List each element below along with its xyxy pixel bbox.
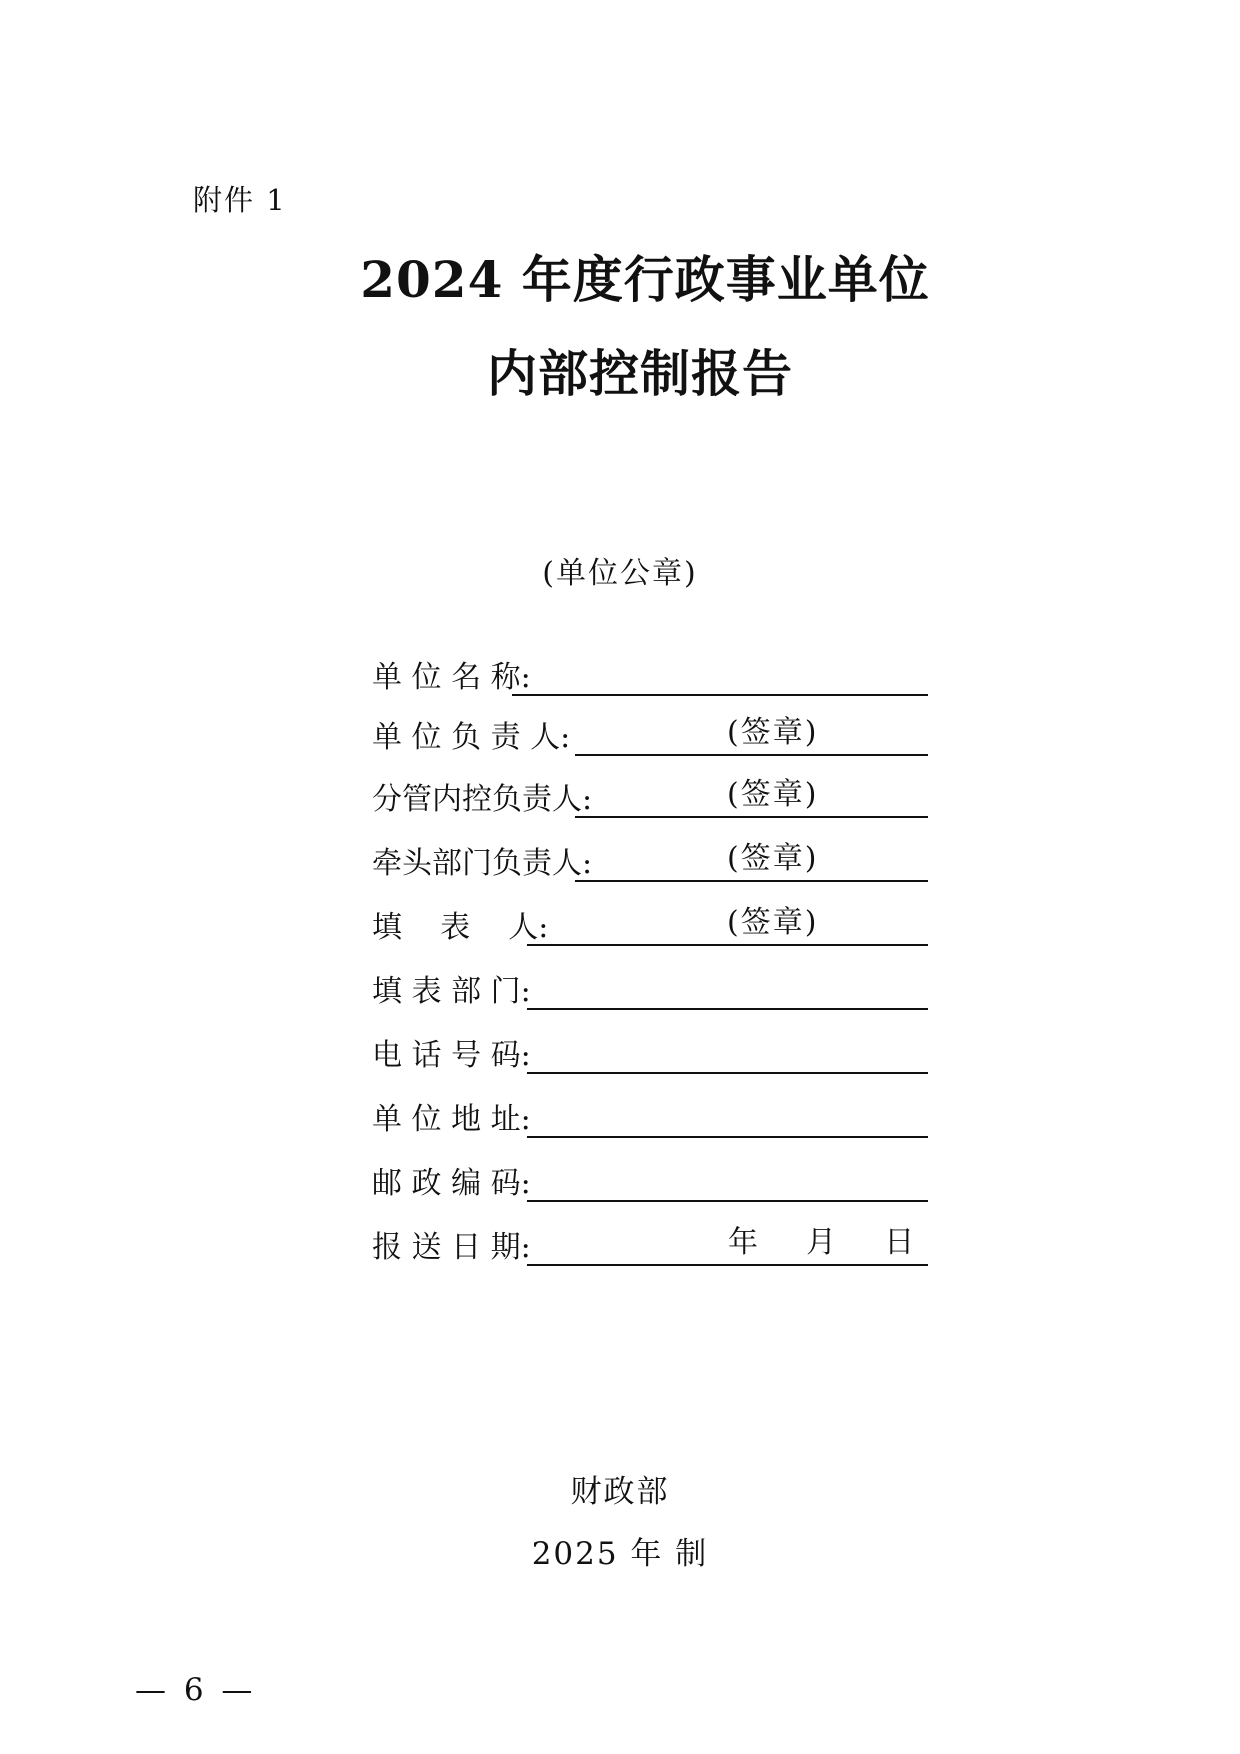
- internal-control-head-field[interactable]: [575, 816, 928, 818]
- unit-address-row: [372, 1092, 932, 1142]
- page-number: — 6 —: [135, 1672, 257, 1708]
- unit-head-field[interactable]: [575, 754, 928, 756]
- form-filler-row: [372, 900, 932, 950]
- unit-head-row: [372, 710, 932, 760]
- lead-dept-head-signature: (签章): [727, 841, 819, 876]
- internal-control-head-label: 分管内控负责人:: [372, 782, 593, 817]
- phone-row: [372, 1028, 932, 1078]
- unit-name-row: [372, 650, 932, 700]
- internal-control-head-signature: (签章): [727, 777, 819, 812]
- form-filler-signature: (签章): [727, 905, 819, 940]
- report-title-line-2: 内部控制报告: [487, 344, 793, 403]
- unit-head-signature: (签章): [727, 715, 819, 750]
- phone-field[interactable]: [527, 1072, 928, 1074]
- internal-control-head-row: [372, 772, 932, 822]
- attachment-label: 附件 1: [193, 183, 287, 217]
- issuer-name: 财政部: [570, 1474, 670, 1510]
- unit-head-label: 单 位 负 责 人:: [372, 720, 571, 755]
- form-filler-label: 填 表 人:: [372, 910, 549, 945]
- unit-name-label: 单 位 名 称:: [372, 660, 531, 695]
- submission-date-field[interactable]: [527, 1264, 928, 1266]
- unit-address-label: 单 位 地 址:: [372, 1102, 531, 1137]
- unit-address-field[interactable]: [527, 1136, 928, 1138]
- issue-year: 2025 年 制: [531, 1536, 709, 1572]
- filling-dept-label: 填 表 部 门:: [372, 974, 531, 1009]
- form-filler-field[interactable]: [527, 944, 928, 946]
- postal-code-label: 邮 政 编 码:: [372, 1166, 531, 1201]
- unit-name-field[interactable]: [512, 694, 928, 696]
- postal-code-row: [372, 1156, 932, 1206]
- filling-dept-field[interactable]: [527, 1008, 928, 1010]
- lead-dept-head-label: 牵头部门负责人:: [372, 846, 593, 881]
- lead-dept-head-field[interactable]: [575, 880, 928, 882]
- postal-code-field[interactable]: [527, 1200, 928, 1202]
- submission-date-value: 年 月 日: [728, 1225, 917, 1260]
- phone-label: 电 话 号 码:: [372, 1038, 531, 1073]
- submission-date-label: 报 送 日 期:: [372, 1230, 531, 1265]
- lead-dept-head-row: [372, 836, 932, 886]
- filling-dept-row: [372, 964, 932, 1014]
- report-title-line-1: 2024 年度行政事业单位: [360, 250, 930, 309]
- submission-date-row: [372, 1220, 932, 1270]
- unit-seal-placeholder: (单位公章): [542, 556, 698, 591]
